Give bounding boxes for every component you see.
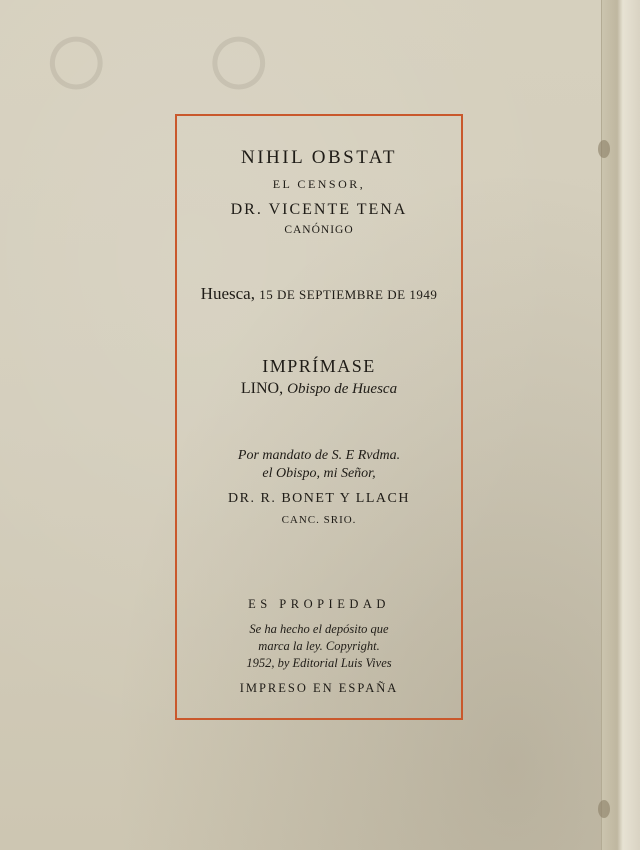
es-propiedad-heading: ES PROPIEDAD — [248, 597, 390, 611]
page-edge — [601, 0, 640, 850]
page-edge-tear — [598, 800, 610, 818]
bishop-line — [175, 380, 463, 398]
imprimase-heading: IMPRÍMASE — [262, 356, 376, 376]
chancellor-title: CANC. SRIO. — [281, 514, 357, 526]
deposit-line-1: Se ha hecho el depósito que — [249, 622, 389, 636]
mandate-line-1: Por mandato de S. E Rvdma. — [237, 448, 401, 463]
censor-name: DR. VICENTE TENA — [230, 201, 408, 218]
date-place: Huesca, — [200, 284, 255, 303]
bishop-name: LINO, — [240, 380, 284, 397]
el-censor-label: EL CENSOR, — [272, 177, 366, 191]
date-value: 15 DE SEPTIEMBRE DE 1949 — [259, 287, 438, 302]
deposit-line-3: 1952, by Editorial Luis Vives — [246, 656, 392, 670]
censor-title: CANÓNIGO — [284, 224, 354, 236]
deposit-line-2: marca la ley. Copyright. — [258, 639, 380, 653]
mandate-line-2: el Obispo, mi Señor, — [262, 466, 376, 481]
date-line — [175, 284, 463, 304]
bleed-through-ghost: ○ ○ — [40, 0, 305, 100]
printed-in-spain: IMPRESO EN ESPAÑA — [239, 681, 399, 695]
page-edge-tear — [598, 140, 610, 158]
chancellor-name: DR. R. BONET Y LLACH — [228, 491, 410, 506]
nihil-obstat-heading: NIHIL OBSTAT — [240, 147, 397, 168]
bishop-role: Obispo de Huesca — [287, 381, 398, 397]
